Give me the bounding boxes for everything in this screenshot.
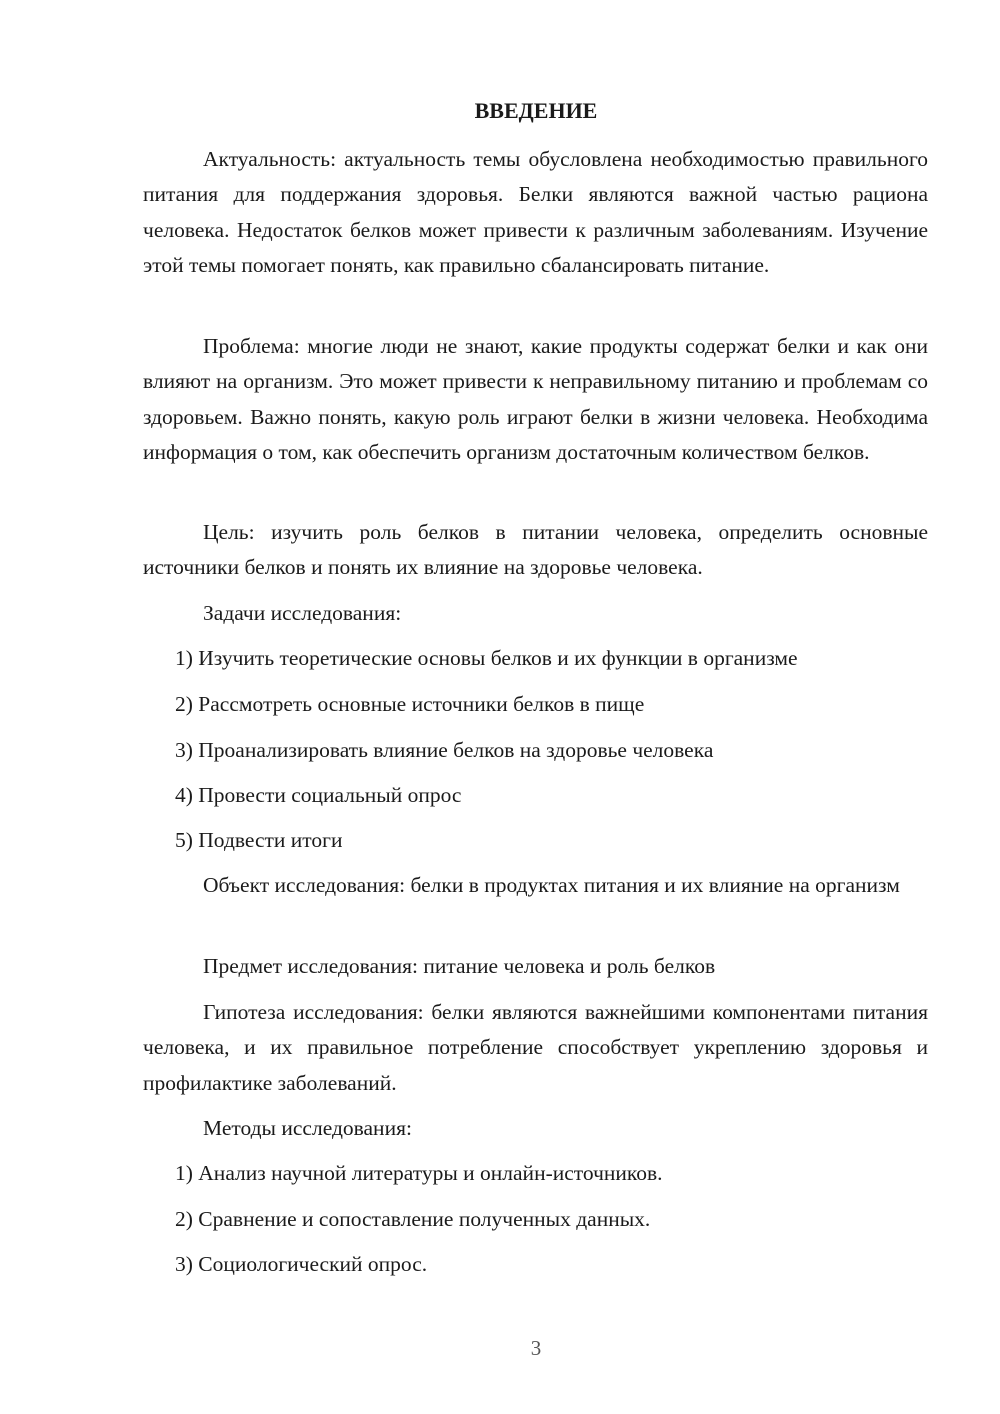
- problem-paragraph: Проблема: многие люди не знают, какие продукты содержат белки и как они влияют на организм. Это может привести к неправильному питанию и проблемам со здоровьем. Важно понять, какую роль играют белки в жизни человека. Необходима информация о том, как обеспечить организм достаточным количеством белков.: [143, 334, 928, 464]
- method-item: 2) Сравнение и сопоставление полученных данных.: [175, 1207, 651, 1231]
- subject-paragraph: Предмет исследования: питание человека и роль белков: [203, 954, 716, 978]
- tasks-heading: Задачи исследования:: [203, 601, 402, 625]
- relevance-paragraph: Актуальность: актуальность темы обусловлена необходимостью правильного питания для поддержания здоровья. Белки являются важной частью рациона человека. Недостаток белков может привести к различным заболеваниям. Изучение этой темы помогает понять, как правильно сбалансировать питание.: [143, 147, 928, 277]
- task-item: 3) Проанализировать влияние белков на здоровье человека: [175, 738, 714, 762]
- object-paragraph: Объект исследования: белки в продуктах питания и их влияние на организм: [203, 873, 900, 897]
- goal-paragraph: Цель: изучить роль белков в питании человека, определить основные источники белков и понять их влияние на здоровье человека.: [143, 520, 928, 580]
- method-item: 1) Анализ научной литературы и онлайн-источников.: [175, 1161, 663, 1185]
- task-item: 2) Рассмотреть основные источники белков в пище: [175, 692, 645, 716]
- task-item: 1) Изучить теоретические основы белков и их функции в организме: [175, 646, 798, 670]
- page-title: ВВЕДЕНИЕ: [474, 98, 598, 123]
- methods-heading: Методы исследования:: [203, 1116, 412, 1140]
- method-item: 3) Социологический опрос.: [175, 1252, 428, 1276]
- hypothesis-paragraph: Гипотеза исследования: белки являются важнейшими компонентами питания человека, и их правильное потребление способствует укреплению здоровья и профилактике заболеваний.: [143, 1000, 928, 1095]
- task-item: 5) Подвести итоги: [175, 828, 343, 852]
- page-number: 3: [530, 1336, 542, 1360]
- task-item: 4) Провести социальный опрос: [175, 783, 462, 807]
